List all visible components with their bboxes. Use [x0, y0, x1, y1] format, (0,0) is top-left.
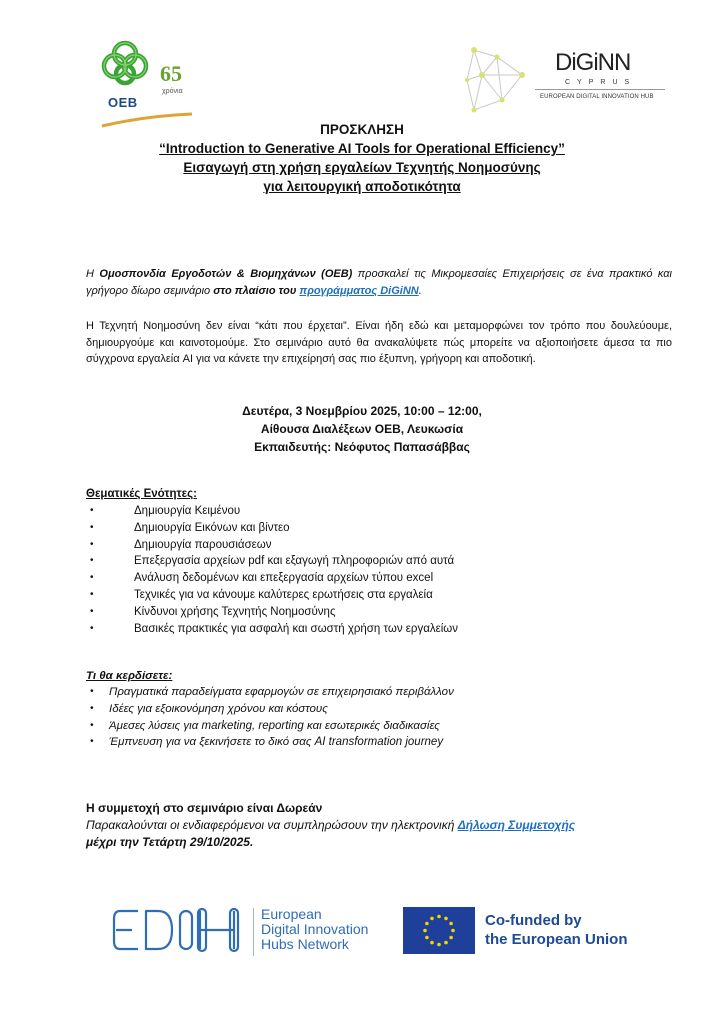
document-heading: ΠΡΟΣΚΛΗΣΗ — [320, 122, 404, 137]
edih-text-line2: Digital Innovation — [261, 921, 369, 937]
bullet-icon: • — [90, 622, 94, 634]
edih-letters-icon — [110, 905, 250, 955]
bullet-icon: • — [90, 521, 94, 533]
eu-star-icon — [444, 917, 448, 921]
edih-logo — [110, 905, 250, 960]
benefit-text: Έμπνευση για να ξεκινήσετε το δικό σας AI transformation journey — [109, 736, 444, 749]
intro-end: . — [418, 284, 422, 297]
title-greek-line1 — [0, 158, 724, 177]
topic-text: Δημιουργία Εικόνων και βίντεο — [134, 521, 290, 534]
oeb-anniversary-label: χρόνια — [162, 88, 183, 95]
eu-cofunded-line2: the European Union — [485, 931, 628, 948]
topic-text: Δημιουργία παρουσιάσεων — [134, 538, 272, 551]
oeb-logo-text: OEB — [108, 95, 138, 110]
edih-text-line3: Hubs Network — [261, 936, 349, 952]
bullet-icon: • — [90, 505, 94, 516]
topic-text: Δημιουργία Κειμένου — [134, 505, 241, 517]
list-item — [86, 503, 666, 520]
topics-list — [86, 503, 666, 637]
topic-text: Βασικές πρακτικές για ασφαλή και σωστή χρήση των εργαλείων — [134, 622, 459, 635]
topic-text: Κίνδυνοι χρήσης Τεχνητής Νοημοσύνης — [134, 605, 336, 618]
eu-star-icon — [425, 922, 429, 926]
eu-cofunded-line1: Co-funded by — [485, 912, 582, 929]
benefit-text: Άμεσες λύσεις για marketing, reporting και εσωτερικές διαδικασίες — [109, 719, 440, 732]
list-item — [86, 553, 666, 570]
eu-flag-icon — [403, 907, 475, 954]
oeb-emblem-icon — [95, 38, 155, 90]
bullet-icon: • — [90, 605, 94, 617]
eu-star-icon — [449, 922, 453, 926]
bullet-icon: • — [90, 555, 94, 567]
list-item — [86, 684, 666, 701]
diginn-logo-text: DiGiNN — [555, 49, 631, 76]
eu-star-icon — [430, 917, 434, 921]
title-english-text: “Introduction to Generative AI Tools for Operational Efficiency” — [159, 141, 565, 156]
event-datetime: Δευτέρα, 3 Νοεμβρίου 2025, 10:00 – 12:00, — [242, 404, 482, 418]
eu-star-icon — [423, 929, 427, 933]
list-item — [86, 587, 666, 604]
benefits-title: Τι θα κερδίσετε: — [86, 670, 173, 682]
list-item — [86, 701, 666, 718]
bullet-icon: • — [90, 686, 94, 697]
topic-text: Τεχνικές για να κάνουμε καλύτερες ερωτήσεις στα εργαλεία — [134, 588, 433, 601]
bullet-icon: • — [90, 588, 94, 600]
topic-text: Επεξεργασία αρχείων pdf και εξαγωγή πληροφοριών από αυτά — [134, 555, 455, 568]
diginn-divider — [535, 89, 665, 90]
free-participation-notice: Η συμμετοχή στο σεμινάριο είναι Δωρεάν — [86, 801, 323, 815]
topics-title: Θεματικές Ενότητες: — [86, 488, 197, 500]
list-item — [86, 604, 666, 621]
diginn-network-icon — [462, 45, 532, 113]
eu-star-icon — [449, 936, 453, 940]
event-trainer: Εκπαιδευτής: Νεόφυτος Παπασάββας — [254, 440, 470, 454]
title-greek-line2 — [0, 177, 724, 196]
eu-star-icon — [430, 941, 434, 945]
bullet-icon: • — [90, 702, 94, 714]
bullet-icon: • — [90, 719, 94, 731]
registration-deadline: μέχρι την Τετάρτη 29/10/2025. — [86, 835, 254, 849]
oeb-logo — [95, 38, 155, 90]
intro-org: Ομοσπονδία Εργοδοτών & Βιομηχάνων (ΟΕΒ) — [99, 268, 353, 280]
list-item — [86, 621, 666, 638]
registration-text: Παρακαλούνται οι ενδιαφερόμενοι να συμπληρώσουν την ηλεκτρονική — [86, 818, 458, 832]
bullet-icon: • — [90, 572, 94, 584]
diginn-logo-subtitle: CYPRUS — [565, 79, 637, 86]
title-greek-line2-text: για λειτουργική αποδοτικότητα — [263, 179, 461, 194]
bullet-icon: • — [90, 538, 94, 550]
eu-star-icon — [437, 943, 441, 947]
list-item — [86, 537, 666, 554]
intro-middle: προσκαλεί τις Μικρομεσαίες Επιχειρήσεις σε ένα πρακτικό και γρήγορο δίωρο σεμινάριο — [86, 268, 673, 297]
benefit-text: Πραγματικά παραδείγματα εφαρμογών σε επιχειρησιακό περιβάλλον — [109, 686, 454, 698]
registration-paragraph — [86, 817, 686, 851]
eu-star-icon — [437, 915, 441, 919]
list-item — [86, 570, 666, 587]
intro-context: στο πλαίσιο του — [213, 284, 297, 297]
intro-prefix: Η — [86, 268, 100, 280]
benefit-text: Ιδέες για εξοικονόμηση χρόνου και κόστους — [109, 702, 328, 715]
eu-star-icon — [425, 936, 429, 940]
eu-star-icon — [444, 941, 448, 945]
intro-paragraph — [86, 266, 672, 299]
edih-divider — [253, 908, 254, 956]
edih-text-line1: European — [261, 906, 322, 922]
diginn-logo-tagline: EUROPEAN DIGITAL INNOVATION HUB — [540, 94, 654, 100]
list-item — [86, 520, 666, 537]
benefits-list — [86, 684, 666, 751]
topic-text: Ανάλυση δεδομένων και επεξεργασία αρχείων τύπου excel — [134, 572, 434, 585]
registration-form-link[interactable]: Δήλωση Συμμετοχής — [457, 818, 576, 832]
oeb-anniversary: 65 — [160, 61, 182, 86]
bullet-icon: • — [90, 736, 94, 748]
title-greek-line1-text: Εισαγωγή στη χρήση εργαλείων Τεχνητής Νοημοσύνης — [183, 160, 541, 175]
list-item — [86, 734, 666, 751]
title-english — [0, 139, 724, 158]
eu-star-icon — [451, 929, 455, 933]
description-paragraph: Η Τεχνητή Νοημοσύνη δεν είναι “κάτι που έρχεται”. Είναι ήδη εδώ και μεταμορφώνει τον τρόπο που δουλεύουμε, δημιουργούμε και καινοτομούμε. Στο σεμινάριο αυτό θα ανακαλύψετε πώς μπορείτε να αξιοποιήσετε άμεσα τα πιο σύγχρονα εργαλεία AI για να κάνετε την επιχείρησή σας πιο έξυπνη, γρήγορη και αποδοτική. — [86, 320, 672, 365]
diginn-program-link[interactable]: προγράμματος DiGiNN — [299, 284, 419, 297]
list-item — [86, 718, 666, 735]
event-venue: Αίθουσα Διαλέξεων ΟΕΒ, Λευκωσία — [260, 422, 464, 436]
